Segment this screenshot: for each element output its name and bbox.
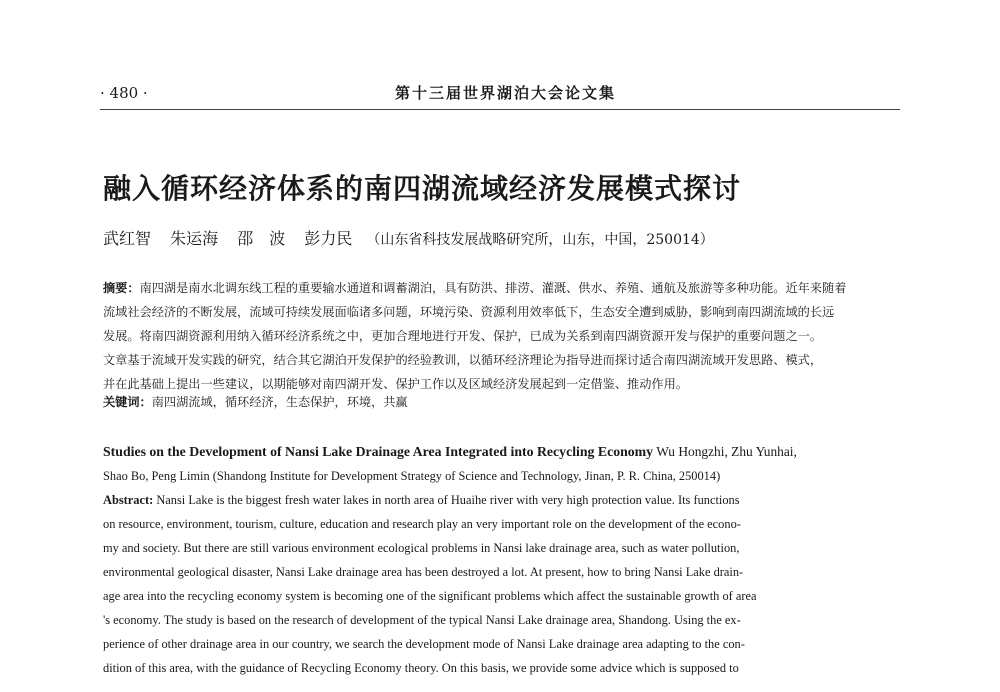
author-name: 武红智	[103, 229, 152, 248]
english-affiliation: Shao Bo, Peng Limin (Shandong Institute for Development Strategy of Science and Technology, Jinan, P. R. China, 250014)	[103, 469, 721, 483]
author-name: 朱运海	[170, 229, 219, 248]
chinese-abstract	[103, 276, 893, 396]
header-divider	[100, 109, 900, 110]
paper-title: 融入循环经济体系的南四湖流域经济发展模式探讨	[103, 171, 742, 205]
abstract-label: 摘要：	[103, 281, 140, 295]
keywords-text: 南四湖流域，循环经济，生态保护，环境，共赢	[151, 395, 408, 409]
keywords-label: 关键词：	[103, 395, 152, 409]
abstract-line: age area into the recycling economy system is becoming one of the significant problems which affect the sustainable growth of area	[103, 589, 757, 603]
english-title-line	[103, 440, 895, 464]
english-abstract	[103, 440, 895, 680]
abstract-line: 并在此基础上提出一些建议，以期能够对南四湖开发、保护工作以及区域经济发展起到一定借鉴、推动作用。	[103, 377, 688, 391]
abstract-line: my and society. But there are still various environment ecological problems in Nansi lake drainage area, such as water pollution,	[103, 541, 740, 555]
abstract-line: perience of other drainage area in our country, we search the development mode of Nansi Lake drainage area adapting to the con-	[103, 637, 745, 651]
english-abstract-label: Abstract:	[103, 493, 154, 507]
abstract-line: 's economy. The study is based on the research of development of the typical Nansi Lake drainage area, Shandong. Using the ex-	[103, 613, 741, 627]
chinese-keywords	[103, 393, 408, 410]
running-header	[100, 80, 900, 110]
abstract-line: 摘要：南四湖是南水北调东线工程的重要输水通道和调蓄湖泊，具有防洪、排涝、灌溉、供水、养殖、通航及旅游等多种功能。近年来随着	[103, 281, 847, 295]
abstract-line: dition of this area, with the guidance of Recycling Economy theory. On this basis, we provide some advice which is supposed to	[103, 661, 739, 675]
abstract-line: 流域社会经济的不断发展，流域可持续发展面临诸多问题，环境污染、资源利用效率低下，生态安全遭到威胁，影响到南四湖流域的长远	[103, 305, 835, 319]
journal-title: 第十三届世界湖泊大会论文集	[395, 84, 617, 102]
author-affiliation: （山东省科技发展战略研究所，山东，中国，250014）	[366, 232, 714, 248]
page-number: · 480 ·	[100, 84, 148, 102]
abstract-line: on resource, environment, tourism, culture, education and research play an very important role on the development of the econo-	[103, 517, 741, 531]
abstract-line: Abstract: Nansi Lake is the biggest fresh water lakes in north area of Huaihe river with very high protection value. Its functions	[103, 493, 740, 507]
author-name: 彭力民	[304, 229, 353, 248]
author-name: 邵 波	[237, 229, 286, 248]
english-title: Studies on the Development of Nansi Lake Drainage Area Integrated into Recycling Economy	[103, 444, 654, 459]
abstract-line: 文章基于流域开发实践的研究，结合其它湖泊开发保护的经验教训，以循环经济理论为指导进而探讨适合南四湖流域开发思路、模式，	[103, 353, 823, 367]
abstract-line: 发展。将南四湖资源利用纳入循环经济系统之中，更加合理地进行开发、保护，已成为关系到南四湖资源开发与保护的重要问题之一。	[103, 329, 823, 343]
author-line	[103, 226, 714, 249]
english-authors: Wu Hongzhi, Zhu Yunhai,	[656, 444, 797, 459]
abstract-line: environmental geological disaster, Nansi Lake drainage area has been destroyed a lot. At present, how to bring Nansi Lake drain-	[103, 565, 744, 579]
